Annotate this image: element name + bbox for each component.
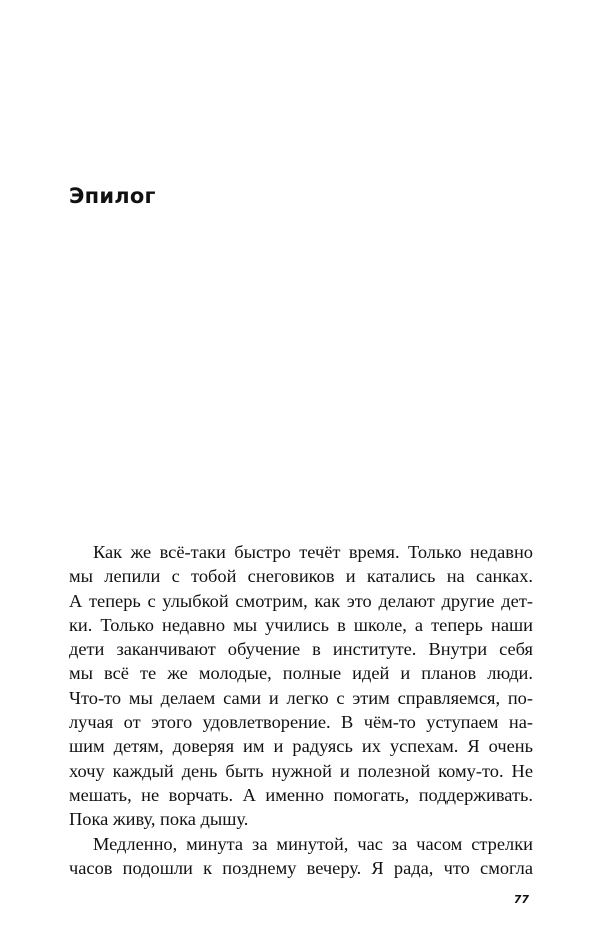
text-line: шим детям, доверяя им и радуясь их успехам. Я очень <box>69 736 533 757</box>
text-line: Что-то мы делаем сами и легко с этим справляемся, по- <box>69 687 533 708</box>
chapter-heading: Эпилог <box>69 184 156 208</box>
text-line: хочу каждый день быть нужной и полезной кому-то. Не <box>69 760 533 781</box>
text-line: часов подошли к позднему вечеру. Я рада, что смогла <box>69 857 533 878</box>
paragraph-2 <box>69 832 533 881</box>
text-line: Медленно, минута за минутой, час за часом стрелки <box>93 833 533 854</box>
page-number: 77 <box>513 893 529 906</box>
text-line: мы лепили с тобой снеговиков и катались на санках. <box>69 566 533 587</box>
text-line: А теперь с улыбкой смотрим, как это делают другие дет- <box>69 590 533 611</box>
text-line: Как же всё-таки быстро течёт время. Только недавно <box>93 542 533 562</box>
chapter-body <box>69 540 533 880</box>
text-line: лучая от этого удовлетворение. В чём-то уступаем на- <box>69 712 533 733</box>
text-line: ки. Только недавно мы учились в школе, а теперь наши <box>69 614 533 635</box>
text-line: Пока живу, пока дышу. <box>69 809 249 830</box>
text-line: мы всё те же молодые, полные идей и планов люди. <box>69 663 533 684</box>
text-line: мешать, не ворчать. А именно помогать, поддерживать. <box>69 784 533 805</box>
text-line: дети заканчивают обучение в институте. Внутри себя <box>69 639 533 660</box>
paragraph-1 <box>69 540 533 832</box>
